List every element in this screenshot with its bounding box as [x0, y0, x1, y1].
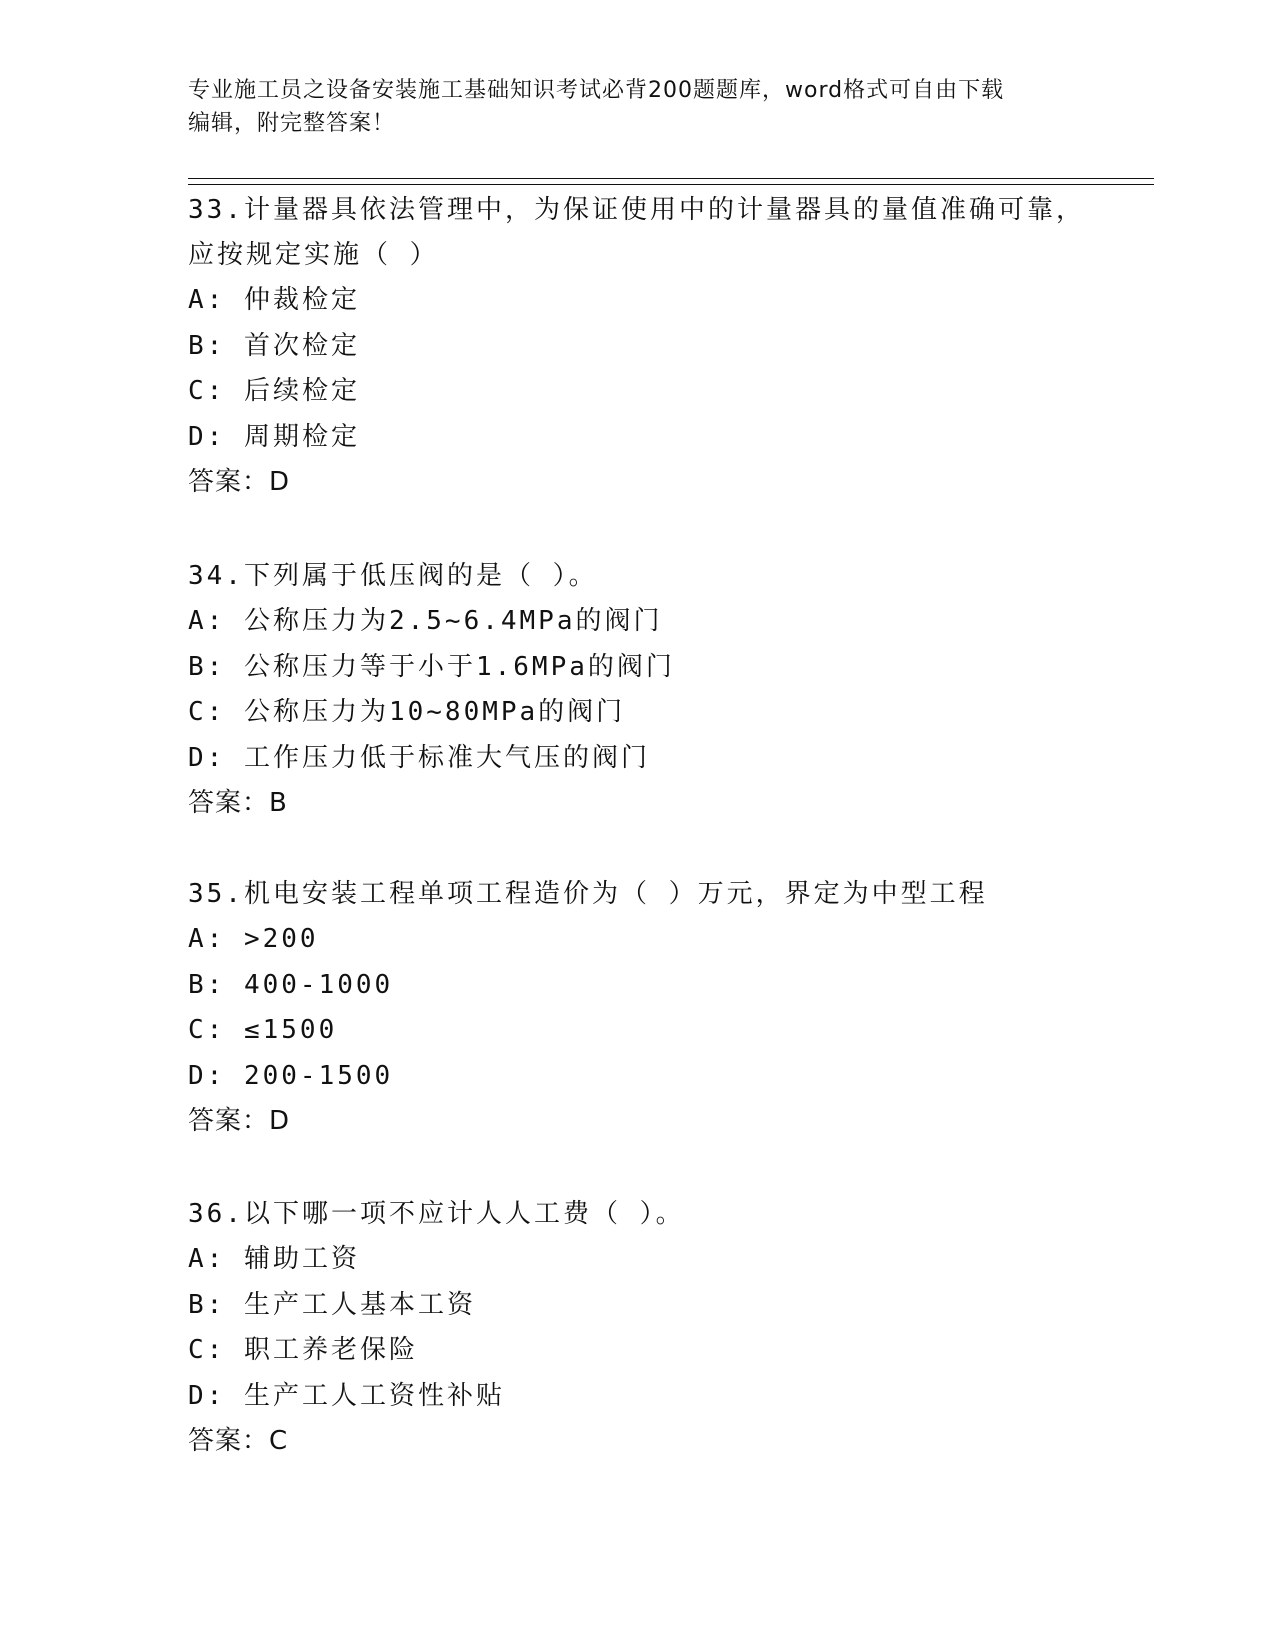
header-line-1: 专业施工员之设备安装施工基础知识考试必背200题题库，word格式可自由下载: [188, 78, 1005, 103]
option-c: C: ≤1500: [188, 1015, 338, 1045]
option-a: A: 公称压力为2.5~6.4MPa的阀门: [188, 606, 663, 636]
answer-label: 答案：D: [188, 467, 291, 497]
option-d: D: 生产工人工资性补贴: [188, 1380, 505, 1411]
option-a: A: 辅助工资: [188, 1244, 360, 1274]
option-d: D: 工作压力低于标准大气压的阀门: [188, 742, 650, 773]
answer-label: 答案：D: [188, 1106, 291, 1136]
option-a: A: 仲裁检定: [188, 285, 360, 315]
question-stem-line-1: 34.下列属于低压阀的是（ ）。: [188, 561, 598, 591]
question-stem-line-2: 应按规定实施（ ）: [188, 240, 439, 270]
header-line-2: 编辑，附完整答案！: [188, 111, 396, 136]
option-b: B: 首次检定: [188, 330, 360, 361]
option-b: B: 400-1000: [188, 969, 394, 1000]
header-divider-bottom: [188, 184, 1154, 185]
question-stem-line-1: 35.机电安装工程单项工程造价为（ ）万元，界定为中型工程: [188, 879, 988, 909]
question-stem-line-1: 36.以下哪一项不应计人人工费（ ）。: [188, 1199, 685, 1229]
option-c: C: 后续检定: [188, 376, 360, 406]
answer-label: 答案：C: [188, 1426, 289, 1456]
question-stem-line-1: 33.计量器具依法管理中，为保证使用中的计量器具的量值准确可靠，: [188, 195, 1085, 225]
option-b: B: 公称压力等于小于1.6MPa的阀门: [188, 651, 675, 682]
answer-label: 答案：B: [188, 788, 288, 818]
option-c: C: 公称压力为10~80MPa的阀门: [188, 697, 626, 727]
option-b: B: 生产工人基本工资: [188, 1289, 476, 1320]
option-d: D: 200-1500: [188, 1060, 394, 1091]
question-34: [188, 554, 1088, 827]
option-a: A: >200: [188, 924, 319, 954]
question-36: [188, 1192, 1088, 1465]
question-33: [188, 188, 1088, 506]
question-35: [188, 872, 1088, 1145]
option-d: D: 周期检定: [188, 421, 360, 452]
document-header: [188, 74, 1088, 140]
header-divider-top: [188, 178, 1154, 179]
option-c: C: 职工养老保险: [188, 1335, 418, 1365]
